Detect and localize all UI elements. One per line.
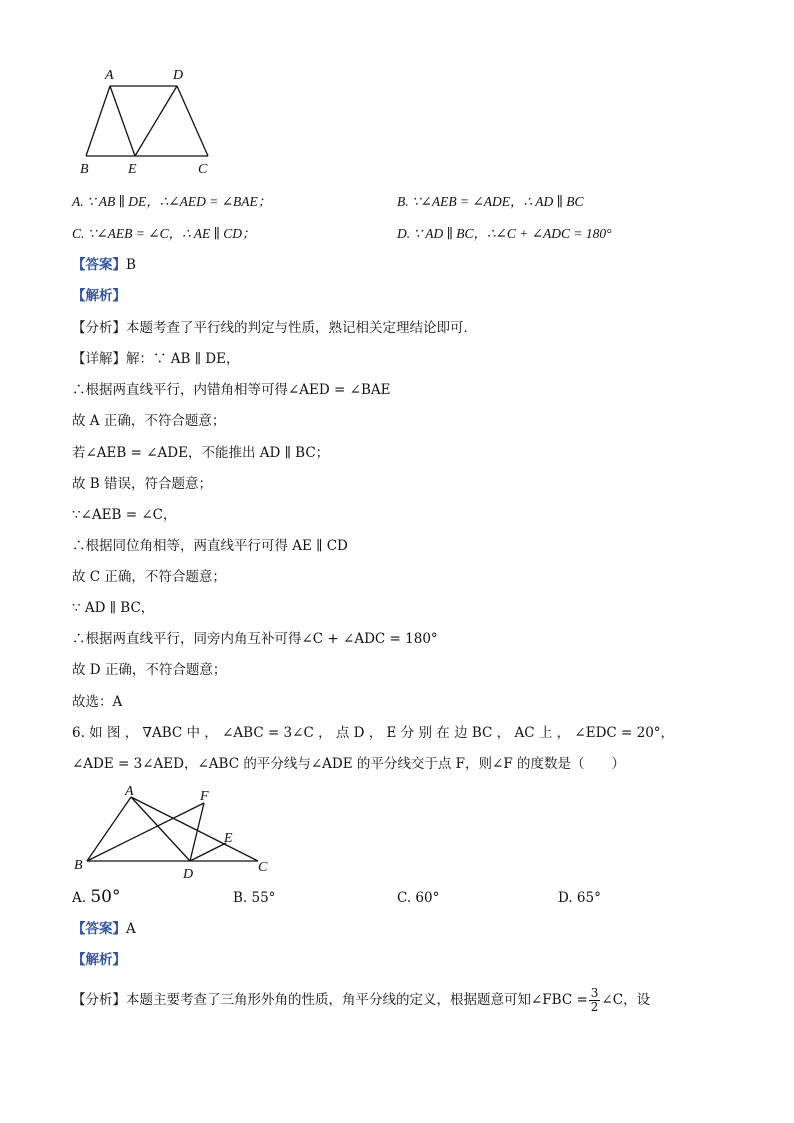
label-F2: F — [200, 789, 209, 804]
q5-option-a: A. ∵ AB ∥ DE，∴∠AED = ∠BAE； — [72, 194, 272, 209]
q6-fenxi-text: 本题主要考查了三角形外角的性质，角平分线的定义，根据题意可知∠FBC = — [126, 992, 588, 1008]
q6-analysis-heading — [72, 950, 126, 970]
segment-AB — [86, 86, 110, 156]
analysis-tag: 【解析】 — [72, 288, 126, 304]
solution-line-8: 故 C 正确，不符合题意； — [72, 569, 226, 585]
q6-answer-value: A — [126, 921, 136, 937]
q6-option-a-value: 50° — [90, 887, 121, 907]
answer-value: B — [126, 257, 136, 273]
label-E: E — [128, 162, 137, 177]
solution-line-10: ∴根据两直线平行，同旁内角互补可得∠C + ∠ADC = 180° — [72, 631, 438, 647]
segment-BF2 — [87, 803, 204, 861]
q5-xiangjie — [72, 349, 239, 369]
label-A: A — [105, 68, 114, 83]
segment-DF2 — [190, 803, 204, 861]
q6-option-c: C. 60° — [397, 890, 440, 906]
q6-option-b: B. 55° — [233, 890, 276, 906]
solution-line-7: ∴根据同位角相等，两直线平行可得 AE ∥ CD — [72, 538, 348, 554]
label-E2: E — [224, 831, 233, 846]
segment-DE2 — [190, 843, 226, 861]
q5-analysis-heading — [72, 286, 126, 306]
label-C2: C — [258, 860, 268, 875]
fenxi-text: 本题考查了平行线的判定与性质，熟记相关定理结论即可． — [126, 320, 477, 336]
solution-line-5: 故 B 错误，符合题意； — [72, 476, 213, 492]
solution-line-6: ∵∠AEB = ∠C， — [72, 507, 177, 523]
q5-fenxi — [72, 318, 477, 338]
q6-stem-line-2: ∠ADE = 3∠AED，∠ABC 的平分线与∠ADE 的平分线交于点 F，则∠F 的度数是（ ） — [72, 756, 625, 772]
solution-line-3: 故 A 正确，不符合题意； — [72, 413, 226, 429]
segment-AE — [110, 86, 135, 156]
solution-line-12: 故选：A — [72, 694, 123, 710]
label-B2: B — [74, 858, 83, 873]
segment-AD2 — [131, 797, 190, 861]
q6-option-a — [72, 887, 120, 908]
q6-option-d: D. 65° — [558, 890, 601, 906]
solution-line-1: 解：∵ AB ∥ DE， — [126, 351, 240, 367]
answer-tag: 【答案】 — [72, 257, 126, 273]
fraction — [589, 987, 601, 1014]
fenxi-tag: 【分析】 — [72, 320, 126, 336]
solution-line-11: 故 D 正确，不符合题意； — [72, 662, 227, 678]
xiangjie-tag: 【详解】 — [72, 351, 126, 367]
label-B: B — [80, 162, 89, 177]
q6-stem-line-1: 6. 如 图 ， ∇ABC 中 ， ∠ABC = 3∠C ， 点 D ， E 分 别 在 边 BC ， AC 上 ， ∠EDC = 20°， — [72, 725, 675, 741]
solution-line-2: ∴根据两直线平行，内错角相等可得∠AED = ∠BAE — [72, 382, 391, 398]
q6-analysis-tag: 【解析】 — [72, 952, 126, 968]
q6-option-a-letter: A. — [72, 890, 87, 906]
q5-option-c: C. ∵∠AEB = ∠C，∴ AE ∥ CD； — [72, 226, 256, 241]
q6-answer — [72, 919, 136, 939]
label-C: C — [198, 162, 208, 177]
solution-line-9: ∵ AD ∥ BC， — [72, 600, 155, 616]
solution-line-4: 若∠AEB = ∠ADE，不能推出 AD ∥ BC； — [72, 445, 330, 461]
segment-DC — [177, 86, 208, 156]
segment-AB2 — [87, 797, 131, 861]
q5-answer — [72, 255, 136, 275]
q5-option-d: D. ∵ AD ∥ BC，∴∠C + ∠ADC = 180° — [397, 226, 612, 241]
segment-AC2 — [131, 797, 258, 861]
q6-answer-tag: 【答案】 — [72, 921, 126, 937]
q6-fenxi-tag: 【分析】 — [72, 992, 126, 1008]
label-D: D — [173, 68, 184, 83]
label-A2: A — [125, 784, 134, 799]
fraction-denominator: 2 — [590, 1000, 599, 1014]
q6-fenxi-tail: ∠C，设 — [601, 992, 651, 1008]
q6-fenxi — [72, 986, 650, 1014]
q5-option-b: B. ∵∠AEB = ∠ADE，∴ AD ∥ BC — [397, 194, 584, 209]
fraction-numerator: 3 — [590, 986, 599, 1000]
label-D2: D — [183, 867, 194, 882]
segment-DE — [135, 86, 177, 156]
